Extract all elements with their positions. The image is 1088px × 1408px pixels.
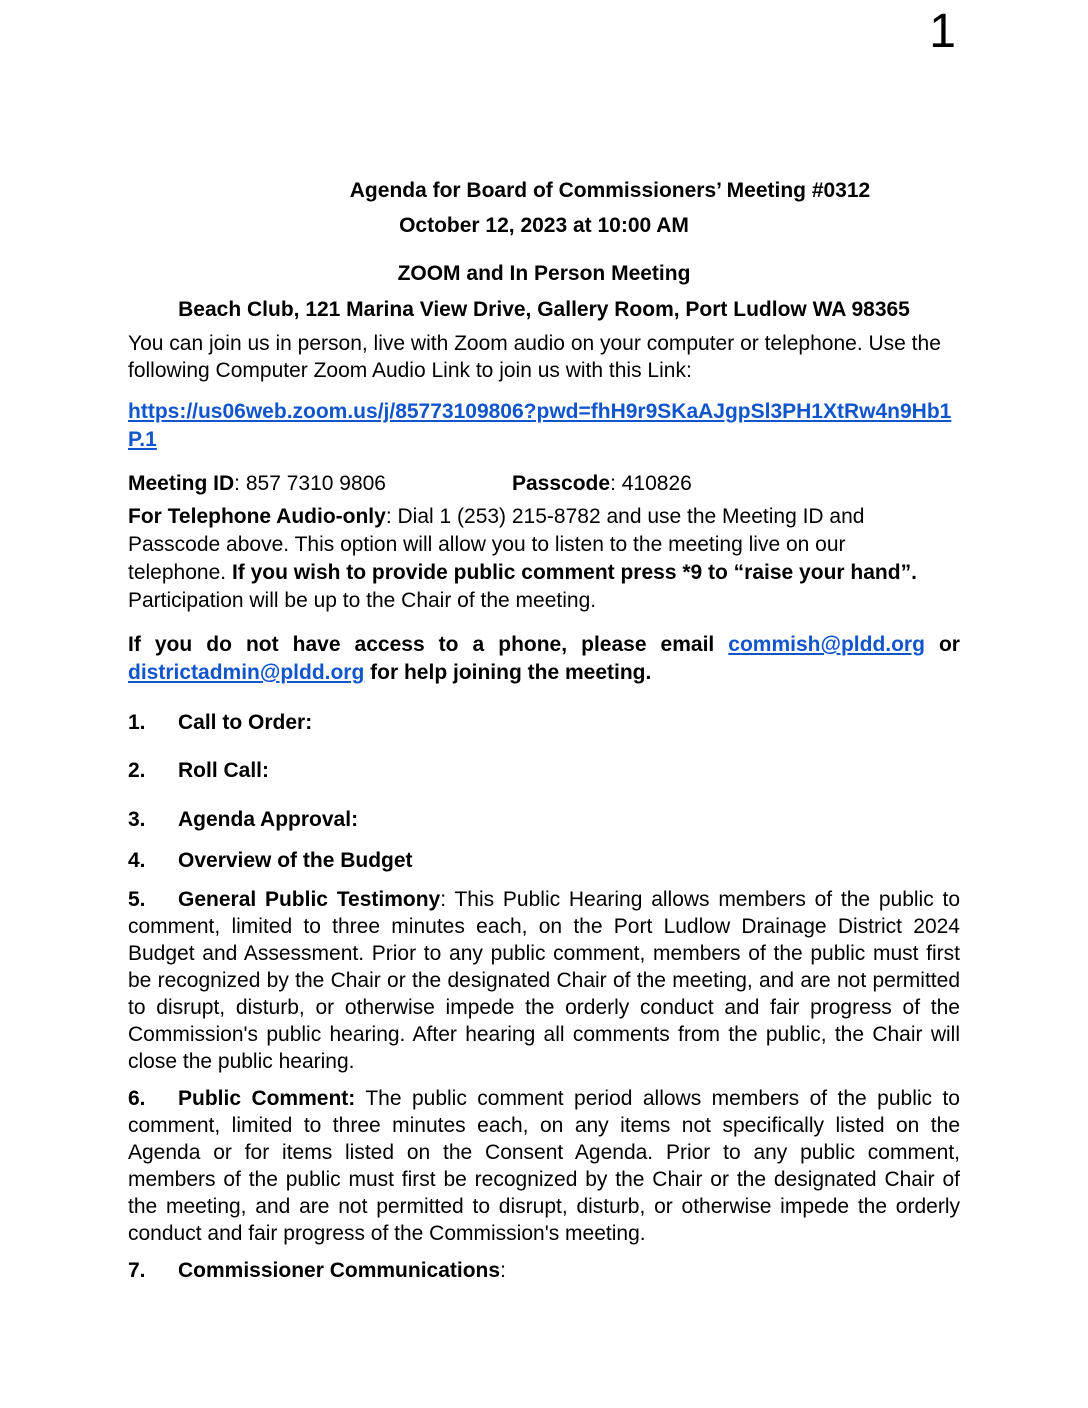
agenda-item-call-to-order	[128, 709, 960, 736]
agenda-item-general-public-testimony	[128, 886, 960, 1075]
agenda-item-agenda-approval	[128, 806, 960, 833]
raise-hand-instruction: If you wish to provide public comment press *9 to “raise your hand”.	[231, 561, 917, 584]
commish-email-link[interactable]: commish@pldd.org	[728, 633, 925, 656]
email-help-text-1: If you do not have access to a phone, please email	[128, 633, 729, 656]
item-label: Roll Call:	[178, 759, 270, 782]
item-number: 7.	[128, 1259, 146, 1282]
item-label: Call to Order:	[178, 711, 313, 734]
agenda-item-commissioner-communications	[128, 1257, 960, 1284]
telephone-dial-text: : Dial 1 (253) 215-8782 and use the Meeting ID and Passcode above. This option will allow you to listen to the meeting live on our telephone.	[128, 505, 865, 584]
agenda-item-public-comment	[128, 1085, 960, 1247]
item-number: 6.	[128, 1087, 146, 1110]
meeting-location: Beach Club, 121 Marina View Drive, Gallery Room, Port Ludlow WA 98365	[178, 298, 910, 321]
meeting-id-label: Meeting ID	[128, 472, 235, 495]
agenda-item-roll-call	[128, 757, 960, 784]
item-number: 4.	[128, 849, 146, 872]
passcode-label: Passcode	[512, 472, 611, 495]
item-label: Overview of the Budget	[178, 849, 413, 872]
item-body: This Public Hearing allows members of the public to comment, limited to three minutes each, on the Port Ludlow Drainage District 2024 Budget and Assessment. Prior to any public comment, members of the public must first be recognized by the Chair or the designated Chair of the meeting, and are not permitted to disrupt, disturb, or otherwise impede the orderly conduct and fair progress of the Commission's public hearing. After hearing all comments from the public, the Chair will close the public hearing.	[128, 888, 961, 1073]
item-number: 3.	[128, 808, 146, 831]
page-number: 1	[929, 5, 956, 58]
item-label: Public Comment:	[178, 1087, 356, 1110]
item-label: Commissioner Communications	[178, 1259, 501, 1282]
email-help-paragraph	[128, 631, 960, 687]
item-label: Agenda Approval:	[178, 808, 359, 831]
meeting-datetime: October 12, 2023 at 10:00 AM	[399, 214, 689, 237]
meeting-id-value: : 857 7310 9806	[234, 472, 386, 495]
item-body: The public comment period allows members of the public to comment, limited to three minutes each, on any items not specifically listed on the Agenda or for items listed on the Consent Agenda. Prior to any public comment, members of the public must first be recognized by the Chair or the designated Chair of the meeting, and are not permitted to disrupt, disturb, or otherwise impede the orderly conduct and fair progress of the Commission's meeting.	[128, 1087, 960, 1245]
email-help-text-2: or	[924, 633, 960, 656]
meeting-type-heading: ZOOM and In Person Meeting	[397, 262, 691, 285]
telephone-audio-label: For Telephone Audio-only	[128, 505, 386, 528]
item-separator: :	[440, 888, 455, 911]
join-instructions: You can join us in person, live with Zoom audio on your computer or telephone. Use the following Computer Zoom Audio Link to join us with this Link:	[128, 332, 941, 382]
item-number: 2.	[128, 759, 146, 782]
passcode-value: : 410826	[610, 472, 692, 495]
item-label: General Public Testimony	[178, 888, 441, 911]
document-title: Agenda for Board of Commissioners’ Meeting #0312	[349, 179, 871, 202]
meeting-credentials	[128, 470, 960, 497]
email-help-text-3: for help joining the meeting.	[364, 661, 652, 684]
districtadmin-email-link[interactable]: districtadmin@pldd.org	[128, 661, 365, 684]
participation-text: Participation will be up to the Chair of the meeting.	[128, 589, 597, 612]
item-separator	[355, 1087, 365, 1110]
telephone-instructions	[128, 503, 928, 615]
zoom-meeting-link[interactable]: https://us06web.zoom.us/j/85773109806?pwd=fhH9r9SKaAJgpSl3PH1XtRw4n9Hb1P.1	[128, 400, 952, 451]
item-number: 5.	[128, 888, 146, 911]
agenda-item-budget-overview	[128, 847, 960, 874]
passcode	[512, 472, 692, 495]
zoom-link-line	[128, 398, 960, 454]
item-number: 1.	[128, 711, 146, 734]
item-separator: :	[500, 1259, 506, 1282]
meeting-id	[128, 470, 512, 497]
